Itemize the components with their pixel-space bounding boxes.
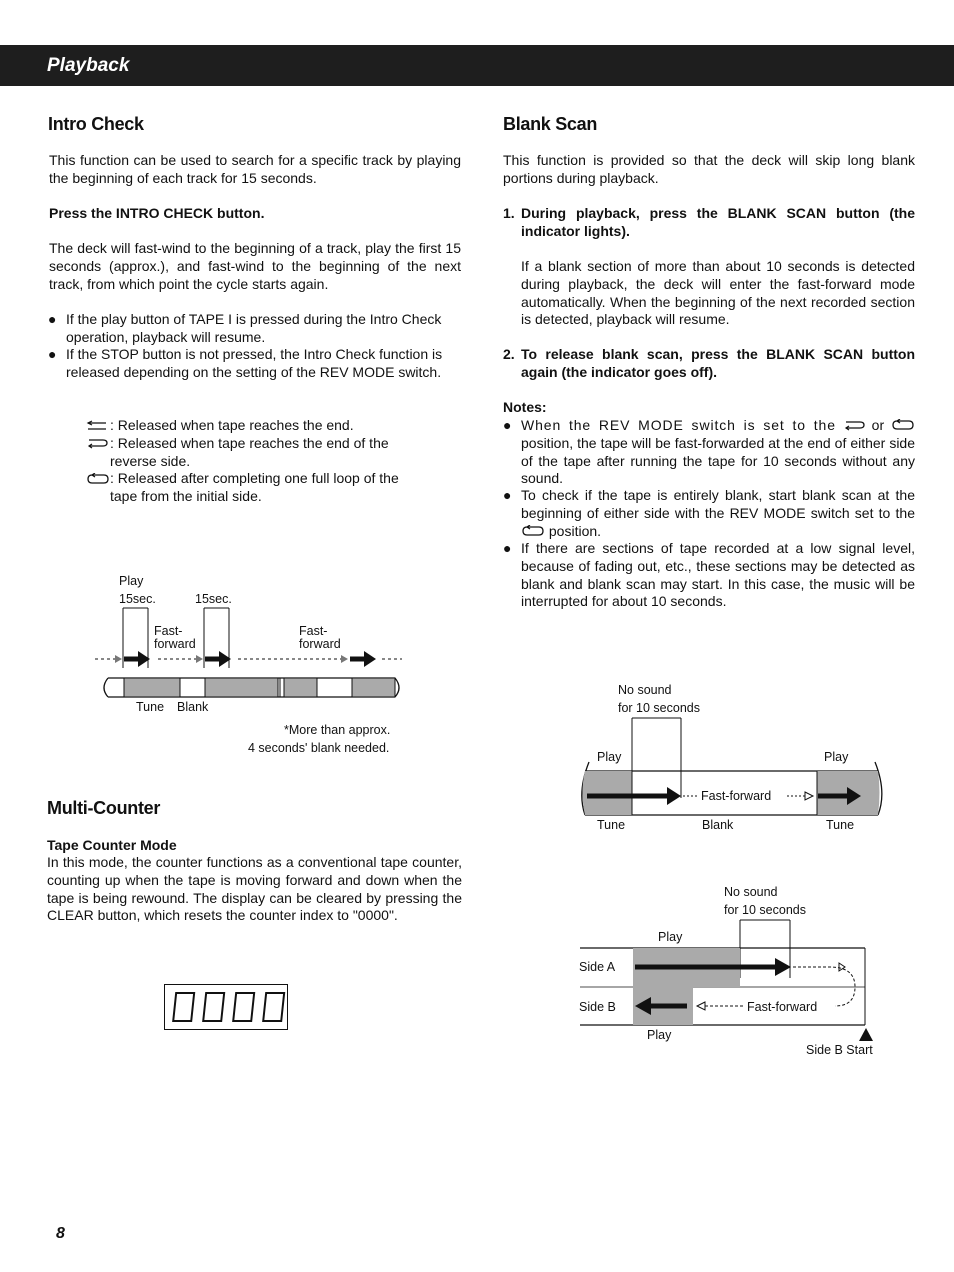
blank-scan-heading: Blank Scan <box>503 114 598 134</box>
diag2-nosound-line1: No sound <box>724 885 778 899</box>
diag1-blank: Blank <box>702 818 734 832</box>
two-way-arrow-icon <box>843 419 865 431</box>
intro-check-heading: Intro Check <box>48 114 144 134</box>
diag2-ff-label: Fast-forward <box>747 1000 818 1014</box>
diag2-side-a: Side A <box>579 960 616 974</box>
intro-check-instruction: Press the INTRO CHECK button. <box>49 205 265 221</box>
blank-scan-step-1: 1. During playback, press the BLANK SCAN button (the indicator lights). <box>503 205 915 239</box>
legend-loop: : Released after completing one full loop of the tape from the initial side. <box>110 470 399 504</box>
legend-one-way: : Released when tape reaches the end. <box>110 417 354 433</box>
side-b-start-marker <box>859 1028 873 1041</box>
legend-two-way: : Released when tape reaches the end of the reverse side. <box>110 435 389 469</box>
play-arrow-3 <box>364 651 376 667</box>
diag1-tune-right: Tune <box>826 818 855 832</box>
intro-check-description: This function can be used to search for a specific track by playing the beginning of each track for 15 seconds. <box>49 152 461 186</box>
loop-arrow-icon <box>891 419 915 431</box>
diagram-15sec-label-1: 15sec. <box>119 592 156 606</box>
diagram-ff-label-1b: forward <box>154 637 196 651</box>
page-number: 8 <box>56 1225 65 1242</box>
intro-bullet-1: ● If the play button of TAPE I is pressed during the Intro Check operation, playback will resume. <box>48 311 442 345</box>
one-way-arrow-icon <box>86 420 108 432</box>
diagram-15sec-label-2: 15sec. <box>195 592 232 606</box>
diagram-ff-label-1a: Fast- <box>154 624 183 638</box>
counter-display <box>164 984 288 1030</box>
diagram-note-2: 4 seconds' blank needed. <box>248 741 390 755</box>
diagram-note-1: *More than approx. <box>284 723 391 737</box>
section-title: Playback <box>47 55 130 76</box>
blank-scan-diagram-1 <box>575 680 885 835</box>
diag2-side-b-start: Side B Start <box>806 1043 873 1057</box>
tape-counter-description: In this mode, the counter functions as a conventional tape counter, counting up when the tape is moving forward and down when the tape is being rewound. The display can be cleared by pressing the CLEAR button, which resets the counter index to "0000". <box>47 854 462 924</box>
counter-digits <box>165 985 287 1029</box>
diag1-play-right: Play <box>824 750 849 764</box>
notes-bullet-2: ● To check if the tape is entirely blank, start blank scan at the beginning of either side with the REV MODE switch set to the position. <box>503 487 915 539</box>
diag2-play-top: Play <box>658 930 683 944</box>
diagram-tune-label: Tune <box>136 700 165 714</box>
diag2-side-b: Side B <box>579 1000 616 1014</box>
notes-bullet-1: ● When the REV MODE switch is set to the or position, the tape will be fast-forwarded at the end of either side of the tape after running the tape for 10 seconds without any sound. <box>503 417 915 487</box>
notes-bullet-3: ● If there are sections of tape recorded at a low signal level, because of fading out, etc., these sections may be detected as blank and blank scan may start. In this case, the music will be interrupted for about 10 seconds. <box>503 540 915 610</box>
intro-check-diagram <box>90 568 410 760</box>
diag1-play-left: Play <box>597 750 622 764</box>
diag2-nosound-line2: for 10 seconds <box>724 903 806 917</box>
diagram-blank-label: Blank <box>177 700 209 714</box>
loop-arrow-icon <box>521 525 545 537</box>
notes-label: Notes: <box>503 399 547 415</box>
blank-scan-step-2: 2. To release blank scan, press the BLANK SCAN button again (the indicator goes off). <box>503 346 915 380</box>
diagram-ff-label-2b: forward <box>299 637 341 651</box>
two-way-arrow-icon <box>86 437 108 449</box>
diag1-ff-label: Fast-forward <box>701 789 772 803</box>
diag2-play-bottom: Play <box>647 1028 672 1042</box>
diag1-nosound-line1: No sound <box>618 683 672 697</box>
diagram-ff-label-2a: Fast- <box>299 624 328 638</box>
section-header-bar <box>0 45 954 86</box>
blank-scan-description: This function is provided so that the deck will skip long blank portions during playback. <box>503 152 915 186</box>
blank-scan-diagram-2 <box>575 880 885 1060</box>
intro-check-explanation: The deck will fast-wind to the beginning of a track, play the first 15 seconds (approx.), and fast-wind to the beginning of the next track, from which point the cycle starts again. <box>49 240 461 292</box>
diagram-play-label: Play <box>119 574 144 588</box>
tape-counter-mode-heading: Tape Counter Mode <box>47 837 177 853</box>
diag1-tune-left: Tune <box>597 818 626 832</box>
intro-bullet-2: ● If the STOP button is not pressed, the Intro Check function is released depending on the setting of the REV MODE switch. <box>48 346 443 380</box>
loop-arrow-icon <box>86 473 110 485</box>
blank-scan-step-1-body: If a blank section of more than about 10 seconds is detected during playback, the deck will enter the fast-forward mode automatically. When the beginning of the next recorded section is detected, playback will resume. <box>521 258 915 328</box>
dashed-arrowhead <box>115 655 122 663</box>
diag1-nosound-line2: for 10 seconds <box>618 701 700 715</box>
multi-counter-heading: Multi-Counter <box>47 798 161 818</box>
